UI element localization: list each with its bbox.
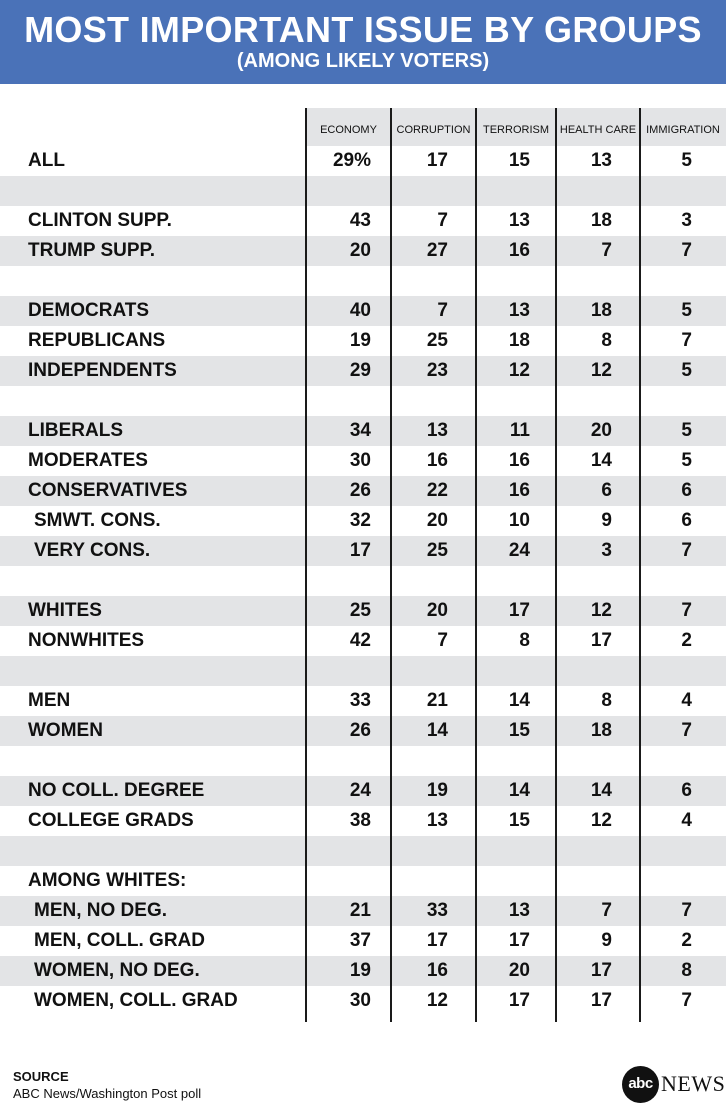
data-table: [0, 108, 726, 1022]
row-label: TRUMP SUPP.: [28, 240, 156, 261]
cell-terrorism: 15: [508, 810, 530, 831]
table-row: [0, 146, 726, 176]
cell-corruption: 7: [437, 630, 448, 651]
cell-economy: 38: [349, 810, 371, 831]
cell-health-care: 8: [601, 690, 612, 711]
table-row: [0, 506, 726, 536]
cell-terrorism: 16: [508, 480, 530, 501]
cell-health-care: 8: [601, 330, 612, 351]
table-row: [0, 356, 726, 386]
table-row: [0, 926, 726, 956]
table-row: [0, 296, 726, 326]
row-label: WHITES: [28, 600, 102, 621]
table-row: [0, 956, 726, 986]
cell-economy: 32: [349, 510, 371, 531]
cell-corruption: 25: [426, 540, 448, 561]
cell-immigration: 7: [681, 900, 692, 921]
row-label: MEN, COLL. GRAD: [34, 930, 205, 951]
cell-terrorism: 13: [508, 300, 530, 321]
cell-terrorism: 11: [509, 420, 530, 441]
row-label: SMWT. CONS.: [34, 510, 161, 531]
cell-terrorism: 12: [508, 360, 530, 381]
cell-terrorism: 14: [508, 690, 530, 711]
cell-immigration: 6: [681, 480, 692, 501]
spacer-row: [0, 386, 726, 416]
cell-immigration: 8: [681, 960, 692, 981]
cell-economy: 42: [349, 630, 371, 651]
row-label: AMONG WHITES:: [28, 870, 187, 891]
row-label: MEN, NO DEG.: [34, 900, 168, 921]
table-row: [0, 596, 726, 626]
column-header-immigration: IMMIGRATION: [646, 124, 720, 136]
row-label: CONSERVATIVES: [28, 480, 188, 501]
cell-terrorism: 17: [508, 600, 530, 621]
cell-immigration: 7: [681, 600, 692, 621]
abc-logo-icon: abc: [622, 1066, 659, 1103]
cell-immigration: 6: [681, 780, 692, 801]
cell-health-care: 14: [590, 450, 612, 471]
cell-terrorism: 17: [508, 930, 530, 951]
row-label: ALL: [28, 150, 65, 171]
cell-economy: 30: [349, 990, 371, 1011]
spacer-row: [0, 746, 726, 776]
row-label: LIBERALS: [28, 420, 123, 441]
cell-economy: 26: [349, 480, 371, 501]
cell-economy: 17: [349, 540, 371, 561]
cell-terrorism: 10: [508, 510, 530, 531]
cell-immigration: 3: [681, 210, 692, 231]
cell-corruption: 27: [426, 240, 448, 261]
cell-economy: 29: [349, 360, 371, 381]
cell-terrorism: 15: [508, 720, 530, 741]
cell-corruption: 13: [426, 420, 448, 441]
column-header-economy: ECONOMY: [320, 124, 377, 136]
cell-health-care: 20: [590, 420, 612, 441]
cell-economy: 43: [349, 210, 371, 231]
cell-health-care: 18: [590, 300, 612, 321]
cell-health-care: 14: [590, 780, 612, 801]
spacer-row: [0, 656, 726, 686]
cell-immigration: 2: [681, 630, 692, 651]
cell-immigration: 5: [681, 300, 692, 321]
table-row: [0, 686, 726, 716]
cell-corruption: 19: [426, 780, 448, 801]
table-row: [0, 776, 726, 806]
table-row: [0, 206, 726, 236]
cell-health-care: 12: [590, 810, 612, 831]
cell-immigration: 5: [681, 150, 692, 171]
cell-health-care: 7: [601, 240, 612, 261]
row-label: WOMEN, NO DEG.: [34, 960, 200, 981]
cell-health-care: 9: [601, 510, 612, 531]
cell-corruption: 13: [426, 810, 448, 831]
cell-economy: 19: [349, 330, 371, 351]
table-row: [0, 446, 726, 476]
cell-corruption: 17: [426, 150, 448, 171]
cell-economy: 37: [349, 930, 371, 951]
cell-immigration: 5: [681, 360, 692, 381]
cell-economy: 24: [349, 780, 371, 801]
table-row: [0, 536, 726, 566]
row-label: MEN: [28, 690, 71, 711]
cell-economy: 26: [349, 720, 371, 741]
spacer-row: [0, 266, 726, 296]
row-label: NONWHITES: [28, 630, 145, 651]
cell-immigration: 4: [681, 810, 692, 831]
row-label: CLINTON SUPP.: [28, 210, 172, 231]
cell-economy: 19: [349, 960, 371, 981]
row-label: WOMEN: [28, 720, 103, 741]
header-banner: [0, 0, 726, 84]
cell-health-care: 12: [590, 600, 612, 621]
news-wordmark: NEWS: [661, 1071, 726, 1096]
table-row: [0, 866, 726, 896]
cell-corruption: 14: [426, 720, 448, 741]
table-row: [0, 896, 726, 926]
cell-terrorism: 15: [508, 150, 530, 171]
cell-immigration: 2: [681, 930, 692, 951]
cell-terrorism: 24: [508, 540, 530, 561]
cell-health-care: 18: [590, 210, 612, 231]
chart-subtitle: (AMONG LIKELY VOTERS): [236, 50, 490, 72]
source-text: ABC News/Washington Post poll: [13, 1086, 202, 1101]
cell-corruption: 7: [437, 210, 448, 231]
cell-economy: 21: [349, 900, 371, 921]
table-row: [0, 476, 726, 506]
cell-corruption: 20: [426, 600, 448, 621]
cell-economy: 30: [349, 450, 371, 471]
table-row: [0, 806, 726, 836]
cell-economy: 34: [349, 420, 371, 441]
table-row: [0, 626, 726, 656]
row-label: INDEPENDENTS: [28, 360, 177, 381]
table-row: [0, 236, 726, 266]
chart-title: MOST IMPORTANT ISSUE BY GROUPS: [24, 9, 702, 50]
cell-immigration: 7: [681, 720, 692, 741]
cell-immigration: 7: [681, 330, 692, 351]
cell-economy: 40: [349, 300, 371, 321]
cell-health-care: 7: [601, 900, 612, 921]
cell-health-care: 12: [590, 360, 612, 381]
cell-terrorism: 17: [508, 990, 530, 1011]
row-label: WOMEN, COLL. GRAD: [34, 990, 238, 1011]
cell-corruption: 16: [426, 450, 448, 471]
cell-terrorism: 14: [508, 780, 530, 801]
cell-health-care: 6: [601, 480, 612, 501]
row-label: REPUBLICANS: [28, 330, 166, 351]
cell-corruption: 17: [426, 930, 448, 951]
column-header-health-care: HEALTH CARE: [559, 124, 637, 136]
cell-corruption: 7: [437, 300, 448, 321]
row-label: DEMOCRATS: [28, 300, 150, 321]
cell-terrorism: 16: [508, 450, 530, 471]
row-label: COLLEGE GRADS: [28, 810, 194, 831]
table-row: [0, 986, 726, 1016]
row-label: VERY CONS.: [34, 540, 151, 561]
cell-corruption: 16: [426, 960, 448, 981]
cell-immigration: 6: [681, 510, 692, 531]
cell-economy: 20: [349, 240, 371, 261]
spacer-row: [0, 836, 726, 866]
abc-news-logo: [622, 1066, 726, 1104]
row-label: MODERATES: [28, 450, 148, 471]
cell-immigration: 5: [681, 420, 692, 441]
cell-terrorism: 8: [519, 630, 530, 651]
cell-immigration: 7: [681, 990, 692, 1011]
table-row: [0, 716, 726, 746]
cell-health-care: 3: [601, 540, 612, 561]
cell-terrorism: 20: [508, 960, 530, 981]
spacer-row: [0, 176, 726, 206]
spacer-row: [0, 566, 726, 596]
cell-health-care: 18: [590, 720, 612, 741]
cell-corruption: 21: [426, 690, 448, 711]
cell-health-care: 9: [601, 930, 612, 951]
cell-immigration: 7: [681, 240, 692, 261]
cell-economy: 33: [349, 690, 371, 711]
table-row: [0, 326, 726, 356]
cell-corruption: 20: [426, 510, 448, 531]
cell-health-care: 17: [590, 960, 612, 981]
column-header-corruption: CORRUPTION: [396, 124, 471, 136]
cell-terrorism: 18: [508, 330, 530, 351]
cell-health-care: 13: [590, 150, 612, 171]
cell-terrorism: 13: [508, 900, 530, 921]
cell-terrorism: 13: [508, 210, 530, 231]
cell-economy: 25: [349, 600, 371, 621]
cell-corruption: 12: [426, 990, 448, 1011]
cell-corruption: 22: [426, 480, 448, 501]
cell-health-care: 17: [590, 630, 612, 651]
cell-corruption: 33: [426, 900, 448, 921]
cell-terrorism: 16: [508, 240, 530, 261]
cell-health-care: 17: [590, 990, 612, 1011]
row-label: NO COLL. DEGREE: [28, 780, 205, 801]
cell-immigration: 4: [681, 690, 692, 711]
cell-corruption: 25: [426, 330, 448, 351]
cell-corruption: 23: [426, 360, 448, 381]
cell-immigration: 7: [681, 540, 692, 561]
column-header-terrorism: TERRORISM: [483, 124, 549, 136]
cell-economy: 29%: [332, 150, 371, 171]
table-row: [0, 416, 726, 446]
source-label: SOURCE: [13, 1069, 69, 1084]
cell-immigration: 5: [681, 450, 692, 471]
